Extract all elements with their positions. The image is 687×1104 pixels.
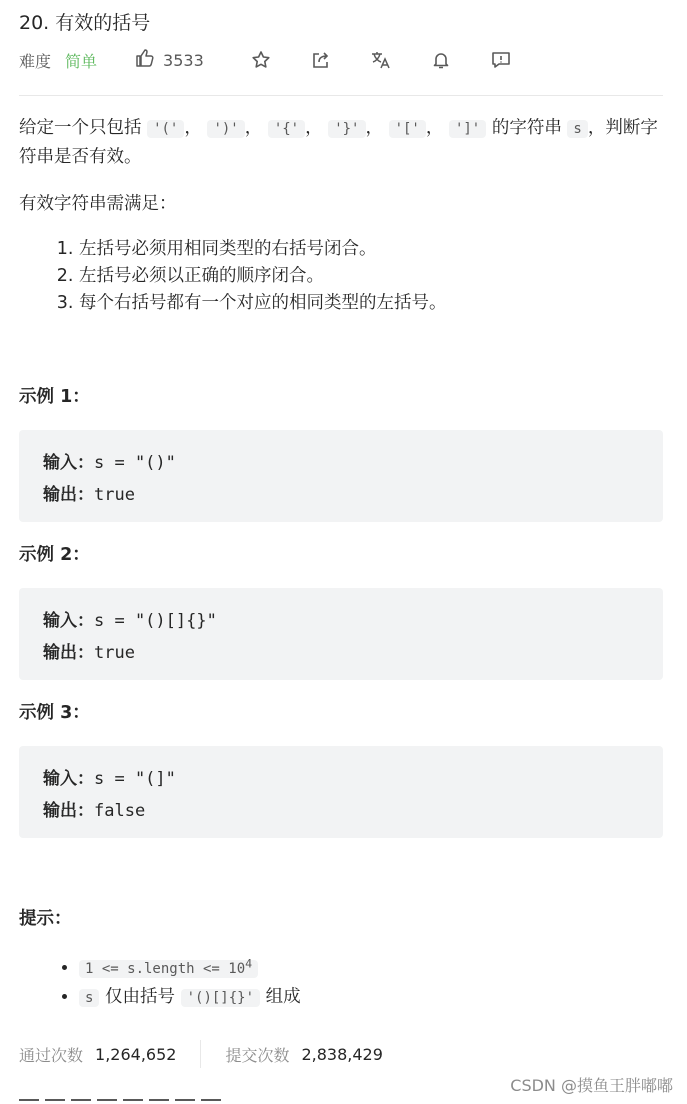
star-icon	[251, 50, 271, 70]
feedback-button[interactable]	[490, 49, 512, 71]
meta-row	[19, 46, 204, 74]
bell-icon	[431, 50, 451, 70]
bracket-code: '}'	[328, 120, 365, 138]
thumb-up-icon	[135, 48, 163, 72]
share-button[interactable]	[310, 49, 332, 71]
list-item: • s 仅由括号 '()[]{}' 组成	[79, 983, 301, 1012]
tips-list	[19, 949, 301, 1012]
like-button[interactable]	[135, 48, 204, 72]
like-count: 3533	[163, 50, 204, 70]
example-title: 示例 1：	[19, 387, 90, 407]
star-button[interactable]	[250, 49, 272, 71]
watermark: CSDN @摸鱼王胖嘟嘟	[510, 1076, 673, 1095]
cut-off-text	[19, 1096, 259, 1104]
brackets-code: '()[]{}'	[181, 989, 260, 1007]
feedback-icon	[491, 50, 511, 70]
example-box: 输入：s = "()[]{}" 输出：true	[19, 588, 663, 680]
valid-conditions-intro: 有效字符串需满足：	[19, 194, 177, 214]
rules-list	[19, 236, 447, 317]
tips-title: 提示：	[19, 909, 72, 929]
difficulty-badge: 简单	[65, 51, 98, 71]
notify-button[interactable]	[430, 49, 452, 71]
s-code: s	[79, 989, 99, 1007]
list-item	[79, 949, 301, 983]
passed-label: 通过次数	[19, 1045, 84, 1065]
problem-title: 20. 有效的括号	[19, 12, 151, 34]
difficulty-label: 难度	[19, 51, 52, 71]
bracket-code: ']'	[449, 120, 486, 138]
description-paragraph: 给定一个只包括 '(' ， ')' ， '{' ， '}' ， '[' ， ']' 的字符串 s ，判断字符串是否有效。	[19, 118, 658, 167]
translate-button[interactable]	[370, 49, 392, 71]
example-title: 示例 2：	[19, 545, 90, 565]
list-item: 3. 每个右括号都有一个对应的相同类型的左括号。	[79, 290, 447, 317]
list-item: 1. 左括号必须用相同类型的右括号闭合。	[79, 236, 447, 263]
submitted-value: 2,838,429	[301, 1044, 383, 1064]
bracket-code: '('	[147, 120, 184, 138]
bracket-code: '['	[389, 120, 426, 138]
submission-stats	[19, 1040, 383, 1068]
stats-divider	[200, 1040, 201, 1068]
constraint-code: 1 <= s.length <= $10^4$	[79, 960, 258, 978]
example-title: 示例 3：	[19, 703, 90, 723]
example-box: 输入：s = "(]" 输出：false	[19, 746, 663, 838]
share-icon	[311, 50, 331, 70]
submitted-label: 提交次数	[225, 1045, 290, 1065]
bracket-code: ')'	[207, 120, 244, 138]
bracket-code: '{'	[268, 120, 305, 138]
list-item: 2. 左括号必须以正确的顺序闭合。	[79, 263, 447, 290]
s-code: s	[567, 120, 587, 138]
example-box: 输入：s = "()" 输出：true	[19, 430, 663, 522]
header-divider	[19, 95, 663, 96]
translate-icon	[370, 50, 392, 70]
passed-value: 1,264,652	[95, 1044, 177, 1064]
